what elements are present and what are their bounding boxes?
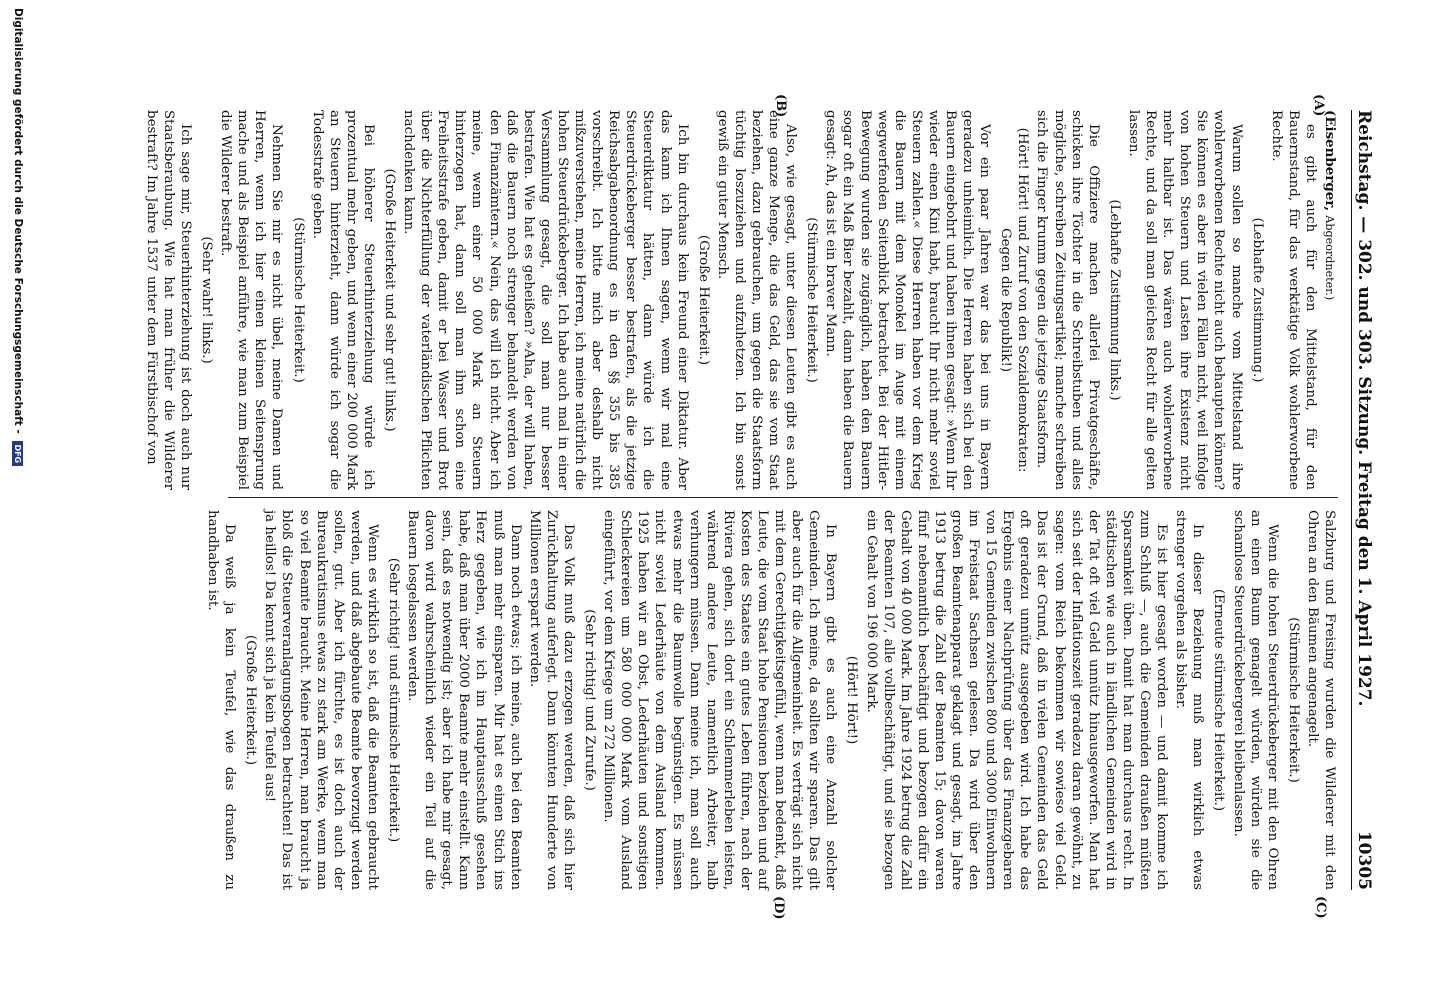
paragraph: Es ist hier gesagt worden — und damit komme ich zum Schluß —, auch die Gemeinden draußen müßten Sparsamkeit üben. Damit hat man durchaus recht. In städtischen wie auch in ländlichen Gemeinden wird in der Tat oft viel Geld unnütz hinausgeworfen. Man hat sich seit der Inflationszeit geradezu daran gewöhnt, zu sagen: vom Reich bekommen wir sowieso viel Geld. Das ist der Grund, daß in vielen Gemeinden das Geld oft geradezu unnütz ausgegeben wird. Ich habe das Ergebnis einer Nachprüfung über das Finanzgebaren von 15 Gemeinden zwischen 800 und 3000 Einwohnern im Freistaat Sachsen gelesen. Da wird über den großen Beamtenapparat geklagt und gesagt, im Jahre 1913 betrug die Zahl der Beamten 15; davon waren fünf nebenamtlich beschäftigt und bezogen dafür ein Gehalt von 40 000 Mark. Im Jahre 1924 betrug die Zahl der Beamten 107, alle vollbeschäftigt, und sie bezogen ein Gehalt von 196 000 Mark.	[863, 510, 1170, 890]
paragraph: Wenn die hohen Steuerdrückeberger mit den Ohren an einen Baum genagelt würden, würden sie die schamlose Steuerdrückebergerei bleibenlassen.	[1230, 510, 1280, 890]
interjection: (Sehr wahr! links.)	[199, 236, 215, 364]
paragraph: Also, wie gesagt, unter diesen Leuten gibt es auch eine ganze Menge, die das Geld, das sie vom Staat beziehen, dazu gebrauchen, um gegen die Staatsform tüchtig loszuziehen und aufzuhetzen. Ich bin sonst gewiß ein guter Mensch.	[714, 110, 799, 490]
left-text-column	[143, 110, 1338, 490]
interjection: (Stürmische Heiterkeit.)	[290, 217, 306, 383]
interjection: (Sehr richtig! und stürmische Heiterkeit.)	[386, 557, 402, 843]
page-number: 10305	[1354, 830, 1374, 890]
paragraph: Warum sollen so manche vom Mittelstand ihre wohlerworbenen Rechte nicht auch behaupten können? Sie können es aber in vielen Fällen nicht, weil infolge von hohen Steuern und Lasten ihre Existenz nicht mehr haltbar ist. Das wären auch wohlerworbene Rechte, und da soll man gleiches Recht für alle gelten lassen.	[1125, 110, 1244, 490]
speaker-role: Abgeordneter.)	[1323, 215, 1336, 301]
paragraph: Da weiß ja kein Teufel, wie das draußen zu handhaben ist.	[205, 510, 238, 890]
speaker-line	[1321, 110, 1338, 490]
paragraph: Ich bin durchaus kein Freund einer Diktatur. Aber das kann ich Ihnen sagen, wenn wir mal eine Steuerdiktatur hätten, dann würde ich die Steuerdrückeberger besser bestrafen, als die jetzige Reichsabgabenordnung es in den §§ 355 bis 385 vorschreibt. Ich bitte mich aber deshalb nicht mißzuverstehen, meine Herren, ich meine natürlich die hohen Steuerdrückeberger. Ich habe auch mal in einer Versammlung gesagt, die soll man nur besser bestrafen. Wie hat es geheißen? »Aha, der will haben, daß die Bauern noch strenger behandelt werden von den Finanzämtern.« Nein, das will ich nicht. Aber ich meine, wenn einer 50 000 Mark an Steuern hinterzogen hat, dann soll man ihm schon eine Freiheitsstrafe geben, damit er bei Wasser und Brot über die Nichterfüllung der vaterländischen Pflichten nachdenken kann.	[401, 110, 690, 490]
interjection: (Hört! Hört!)	[844, 655, 860, 745]
margin-marker-d: (D)	[771, 896, 786, 920]
dfg-logo: DFG	[13, 441, 24, 466]
paragraph: In Bayern gibt es auch eine Anzahl solcher Gemeinden. Ich meine, da sollten wir sparen. Das gilt aber auch für die Allgemeinheit. Es verträgt sich nicht mit dem Gerechtigkeitsgefühl, wenn man bedenkt, daß Leute, die vom Staat hohe Pensionen beziehen und auf Kosten des Staates ein gutes Leben führen, nach der Riviera gehen, sich dort ein Schlemmerleben leisten, während andere Leute, namentlich Arbeiter, halb verhungern müssen. Dann meine ich, man soll auch etwas mehr die Baumwolle begünstigen. Es müssen nicht soviel Lederhäute von dem Ausland kommen. 1925 haben wir an Obst, Lederhäuten und sonstigen Schleckereien um 580 000 000 Mark vom Ausland eingeführt, vor dem Kriege um 272 Millionen.	[601, 510, 839, 890]
interjection: (Lebhafte Zustimmung.)	[1249, 217, 1265, 383]
paragraph: es gibt auch für den Mittelstand, für den Bauernstand, für das werktätige Volk wohlerworbene Rechte.	[1268, 110, 1318, 490]
speaker-name: (Eisenberger,	[1322, 110, 1338, 211]
interjection: (Große Heiterkeit.)	[243, 634, 259, 766]
paragraph: In dieser Beziehung muß man wirklich etwas strenger vorgehen als bisher.	[1173, 510, 1206, 890]
paragraph: Ich sage mir, Steuerhinterziehung ist doch auch nur Staatsberaubung. Wie hat man früher die Wilderer bestraft? Im Jahre 1537 unter dem Fürstbischof von	[143, 110, 193, 490]
paragraph: Nehmen Sie mir es nicht übel, meine Damen und Herren, wenn ich hier einen kleinen Seitensprung mache und als Beispiel anführe, wie man zum Beispiel die Wilderer bestraft.	[218, 110, 285, 490]
interjection: (Hört! Hört! und Zuruf von den Sozialdemokraten: Gegen die Republik!)	[998, 127, 1031, 473]
margin-marker-b: (B)	[773, 94, 788, 118]
paragraph: Wenn es wirklich so ist, daß die Beamten gebraucht werden, und daß abgebaute Beamte bevorzugt werden sollen, gut. Aber ich fürchte, es ist doch auch der Bureaukratismus etwas zu stark am Werke, wenn man so viel Beamte braucht. Meine Herren, man braucht ja bloß die Steuerveranlagungsbogen betrachten! Das ist ja heillos! Da kennt sich ja kein Teufel aus!	[262, 510, 380, 890]
margin-marker-a: (A)	[1311, 94, 1326, 117]
paragraph: Dann noch etwas; ich meine, auch bei den Beamten muß man mehr einsparen. Mir hat es einen Stich ins Herz gegeben, wie ich im Hauptausschuß gesehen habe, daß man über 2000 Beamte mehr einstellt. Kann sein, daß es notwendig ist; aber ich habe mir gesagt, davon wird wahrscheinlich wieder ein Teil auf die Bauern losgelassen werden.	[405, 510, 523, 890]
digitization-credit	[8, 8, 24, 998]
paragraph: Die Offiziere machen allerlei Privatgeschäfte, schicken ihre Töchter in die Schreibstuben und alles mögliche, schreiben Zeitungsartikel; manche schreiben sich die Finger krumm gegen die jetzige Staatsform.	[1034, 110, 1101, 490]
interjection: (Große Heiterkeit und sehr gut! links.)	[382, 168, 398, 432]
paragraph: Bei höherer Steuerhinterziehung würde ich prozentual mehr geben, und wenn einer 200 000 Mark an Steuern hinterzieht, dann würde ich sogar die Todesstrafe geben.	[309, 110, 376, 490]
interjection: (Sehr richtig! und Zurufe.)	[582, 609, 598, 791]
paragraph: Vor ein paar Jahren war das bei uns in Bayern geradezu unheimlich. Die Herren haben sich bei den Bauern eingebohrt und haben ihnen gesagt: »Wenn Ihr wieder einen Kini habt, braucht Ihr nicht mehr soviel Steuern zahlen.« Diese Herren haben vor dem Krieg die Bauern mit dem Monokel im Auge mit einem wegwerfenden Seitenblick betrachtet. Bei der Hitler-Bewegung wurden sie zugänglich, haben den Bauern sogar oft ein Maß Bier bezahlt, dann haben die Bauern gesagt: Ah, das ist ein braver Mann.	[823, 110, 993, 490]
interjection: (Stürmische Heiterkeit.)	[1285, 617, 1301, 783]
interjection: (Stürmische Heiterkeit.)	[804, 217, 820, 383]
paragraph: Salzburg und Freising wurden die Wilderer mit den Ohren an den Bäumen angenagelt.	[1304, 510, 1337, 890]
margin-marker-c: (C)	[1313, 896, 1328, 919]
right-text-column	[198, 510, 1338, 890]
interjection: (Große Heiterkeit.)	[695, 234, 711, 366]
column-divider	[228, 497, 1338, 498]
credit-text: Digitalisierung gefördert durch die Deutsche Forschungsgemeinschaft -	[12, 8, 24, 434]
paragraph: Das Volk muß dazu erzogen werden, daß sich hier Zurückhaltung auferlegt. Dann könnten Hunderte von Millionen erspart werden.	[526, 510, 576, 890]
running-title: Reichstag. — 302. und 303. Sitzung. Freitag den 1. April 1927.	[1354, 110, 1374, 707]
page-header	[1351, 110, 1374, 890]
interjection: (Lebhafte Zustimmung links.)	[1106, 199, 1122, 401]
interjection: (Erneute stürmische Heiterkeit.)	[1211, 588, 1227, 812]
